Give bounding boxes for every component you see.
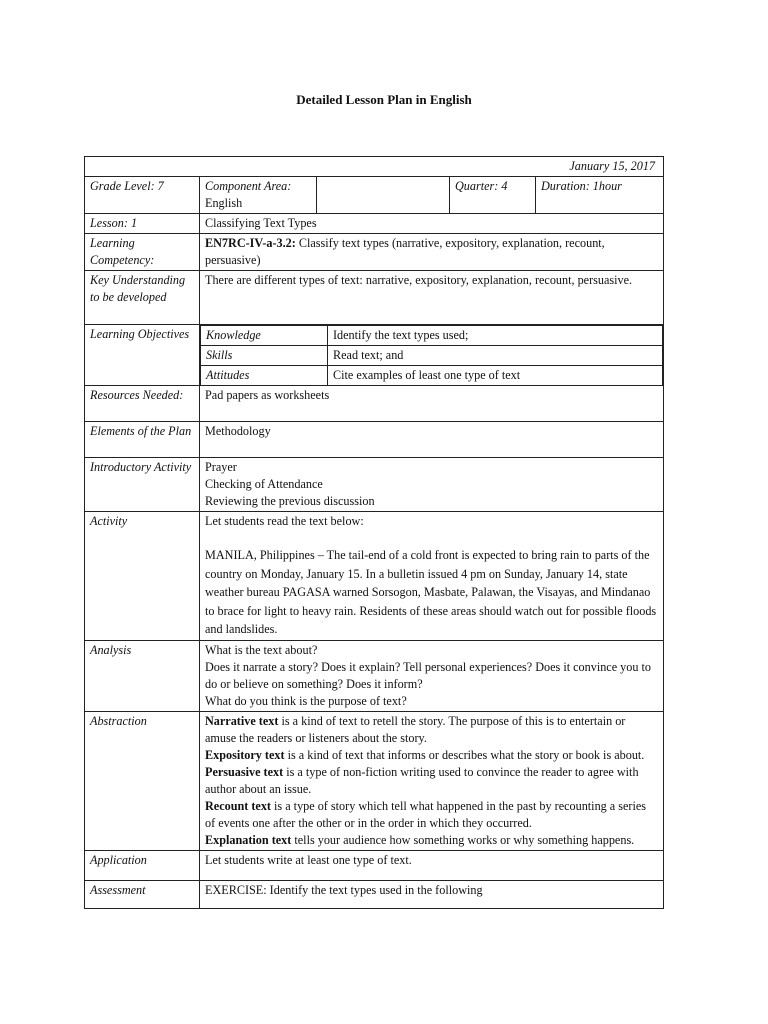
objectives-cell (200, 325, 664, 386)
analysis-line: Does it narrate a story? Does it explain? Tell personal experiences? Does it convince you to do or believe on something? Does it inform? (205, 659, 651, 691)
competency-label: Learning Competency: (85, 234, 200, 271)
assessment-row (85, 880, 664, 908)
date-value: January 15, 2017 (85, 157, 664, 177)
abstraction-item (205, 798, 658, 832)
objective-row (201, 366, 663, 386)
abstraction-row (85, 711, 664, 850)
activity-label: Activity (85, 512, 200, 641)
application-row (85, 850, 664, 880)
abstraction-desc: tells your audience how something works or why something happens. (291, 832, 635, 847)
quarter-label: Quarter: 4 (450, 177, 536, 214)
application-label: Application (85, 850, 200, 880)
activity-row (85, 512, 664, 641)
abstraction-term: Expository text (205, 747, 285, 762)
application-value: Let students write at least one type of text. (200, 850, 664, 880)
competency-row (85, 234, 664, 271)
objective-key: Knowledge (201, 326, 328, 346)
introductory-line: Checking of Attendance (205, 477, 323, 491)
activity-intro: Let students read the text below: (205, 514, 364, 528)
lesson-label: Lesson: 1 (85, 214, 200, 234)
header-row (85, 177, 664, 214)
key-understanding-label: Key Understanding to be developed (85, 271, 200, 325)
introductory-line: Reviewing the previous discussion (205, 494, 375, 508)
objective-value: Identify the text types used; (328, 326, 663, 346)
abstraction-label: Abstraction (85, 711, 200, 850)
component-area-cell (200, 177, 317, 214)
objective-key: Skills (201, 346, 328, 366)
analysis-label: Analysis (85, 640, 200, 711)
activity-passage: MANILA, Philippines – The tail-end of a cold front is expected to bring rain to parts of the country on Monday, January 15. In a bulletin issued 4 pm on Sunday, January 14, state weather bureau PAGASA warned Sorsogon, Masbate, Palawan, the Visayas, and Mindanao to brace for light to heavy rain. Residents of these areas should watch out for possible floods and landslides. (205, 548, 657, 636)
lesson-row (85, 214, 664, 234)
resources-row (85, 386, 664, 422)
abstraction-item (205, 764, 658, 798)
objective-key: Attitudes (201, 366, 328, 386)
competency-text: Classify text types (narrative, expository, explanation, recount, persuasive) (205, 236, 605, 267)
abstraction-desc: is a type of story which tell what happened in the past by recounting a series of events one after the other or in the order in which they occurred. (205, 798, 647, 830)
introductory-value (200, 458, 664, 512)
abstraction-desc: is a kind of text that informs or describes what the story or book is about. (284, 747, 645, 762)
elements-value: Methodology (200, 422, 664, 458)
grade-level-label: Grade Level: 7 (85, 177, 200, 214)
analysis-line: What do you think is the purpose of text? (205, 693, 407, 708)
resources-value: Pad papers as worksheets (200, 386, 664, 422)
lesson-plan-table (84, 156, 664, 909)
resources-label: Resources Needed: (85, 386, 200, 422)
key-understanding-value: There are different types of text: narrative, expository, explanation, recount, persuasive. (200, 271, 664, 325)
analysis-line: What is the text about? (205, 642, 318, 657)
component-area-value: English (205, 196, 243, 210)
abstraction-term: Explanation text (205, 832, 292, 847)
introductory-line: Prayer (205, 460, 237, 474)
activity-value (200, 512, 664, 641)
objectives-label: Learning Objectives (85, 325, 200, 386)
abstraction-desc: is a type of non-fiction writing used to convince the reader to agree with author about an issue. (205, 764, 639, 796)
competency-code: EN7RC-IV-a-3.2: (205, 236, 296, 250)
objectives-row (85, 325, 664, 386)
analysis-value (200, 640, 664, 711)
empty-cell (317, 177, 450, 214)
objective-value: Read text; and (328, 346, 663, 366)
component-area-label: Component Area: (205, 179, 292, 193)
elements-row (85, 422, 664, 458)
objective-value: Cite examples of least one type of text (328, 366, 663, 386)
competency-value (200, 234, 664, 271)
date-row (85, 157, 664, 177)
introductory-row (85, 458, 664, 512)
abstraction-desc: is a kind of text to retell the story. The purpose of this is to entertain or amuse the readers or listeners about the story. (205, 713, 626, 745)
introductory-label: Introductory Activity (85, 458, 200, 512)
abstraction-item (205, 747, 658, 764)
duration-label: Duration: 1hour (536, 177, 664, 214)
abstraction-item (205, 713, 658, 747)
objective-row (201, 326, 663, 346)
lesson-value: Classifying Text Types (200, 214, 664, 234)
key-understanding-row (85, 271, 664, 325)
assessment-value: EXERCISE: Identify the text types used in the following (200, 880, 664, 908)
analysis-row (85, 640, 664, 711)
objective-row (201, 346, 663, 366)
abstraction-value (200, 711, 664, 850)
assessment-label: Assessment (85, 880, 200, 908)
abstraction-item (205, 832, 658, 849)
abstraction-term: Recount text (205, 798, 271, 813)
objectives-table (200, 325, 663, 385)
abstraction-term: Persuasive text (205, 764, 284, 779)
abstraction-term: Narrative text (205, 713, 279, 728)
elements-label: Elements of the Plan (85, 422, 200, 458)
document-title: Detailed Lesson Plan in English (296, 92, 472, 107)
